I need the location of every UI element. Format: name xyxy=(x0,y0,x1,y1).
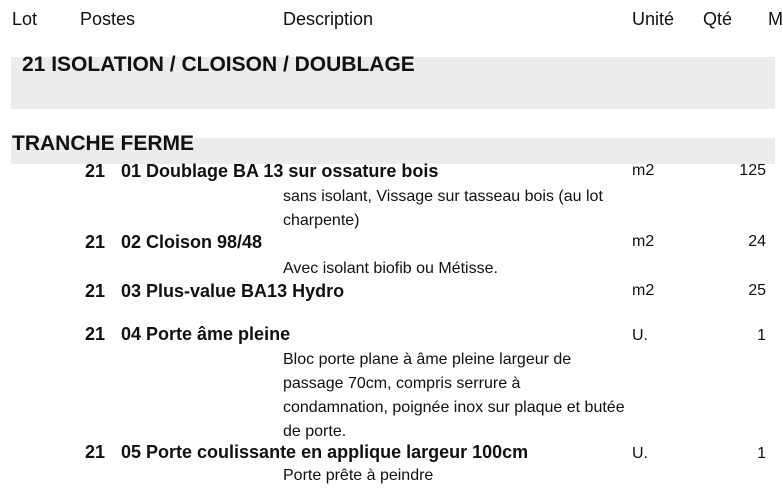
column-header-qte: Qté xyxy=(703,9,733,29)
row-lot: 21 xyxy=(84,324,105,344)
row-lot: 21 xyxy=(84,281,105,301)
row-qty: 125 xyxy=(739,162,766,179)
row-poste: 01 Doublage BA 13 sur ossature bois xyxy=(121,161,439,181)
row-unit: m2 xyxy=(632,162,655,179)
row-description: Porte prête à peindre xyxy=(283,467,434,484)
column-header-extra: M xyxy=(768,9,783,29)
row-description: Avec isolant biofib ou Métisse. xyxy=(283,260,498,277)
tranche-title: TRANCHE FERME xyxy=(12,132,194,155)
row-description: sans isolant, Vissage sur tasseau bois (au lot charpente) xyxy=(283,188,603,229)
row-lot: 21 xyxy=(84,161,105,181)
row-poste: 04 Porte âme pleine xyxy=(121,324,291,344)
row-qty: 1 xyxy=(757,327,766,344)
row-unit: U. xyxy=(632,445,648,462)
row-lot: 21 xyxy=(84,232,105,252)
row-qty: 1 xyxy=(757,445,766,462)
column-header-postes: Postes xyxy=(80,9,136,29)
row-description: Bloc porte plane à âme pleine largeur de passage 70cm, compris serrure à condamnation, poignée inox sur plaque et butée de porte. xyxy=(283,351,625,440)
row-unit: m2 xyxy=(632,233,655,250)
row-poste: 02 Cloison 98/48 xyxy=(121,232,263,252)
column-header-unite: Unité xyxy=(632,9,675,29)
row-unit: U. xyxy=(632,327,648,344)
row-qty: 24 xyxy=(748,233,766,250)
row-lot: 21 xyxy=(84,442,105,462)
row-poste: 03 Plus-value BA13 Hydro xyxy=(121,281,345,301)
section-title: 21 ISOLATION / CLOISON / DOUBLAGE xyxy=(22,53,415,76)
row-qty: 25 xyxy=(748,282,766,299)
column-header-description: Description xyxy=(283,9,374,29)
column-header-lot: Lot xyxy=(12,9,38,29)
row-unit: m2 xyxy=(632,282,655,299)
row-poste: 05 Porte coulissante en applique largeur 100cm xyxy=(121,442,529,462)
